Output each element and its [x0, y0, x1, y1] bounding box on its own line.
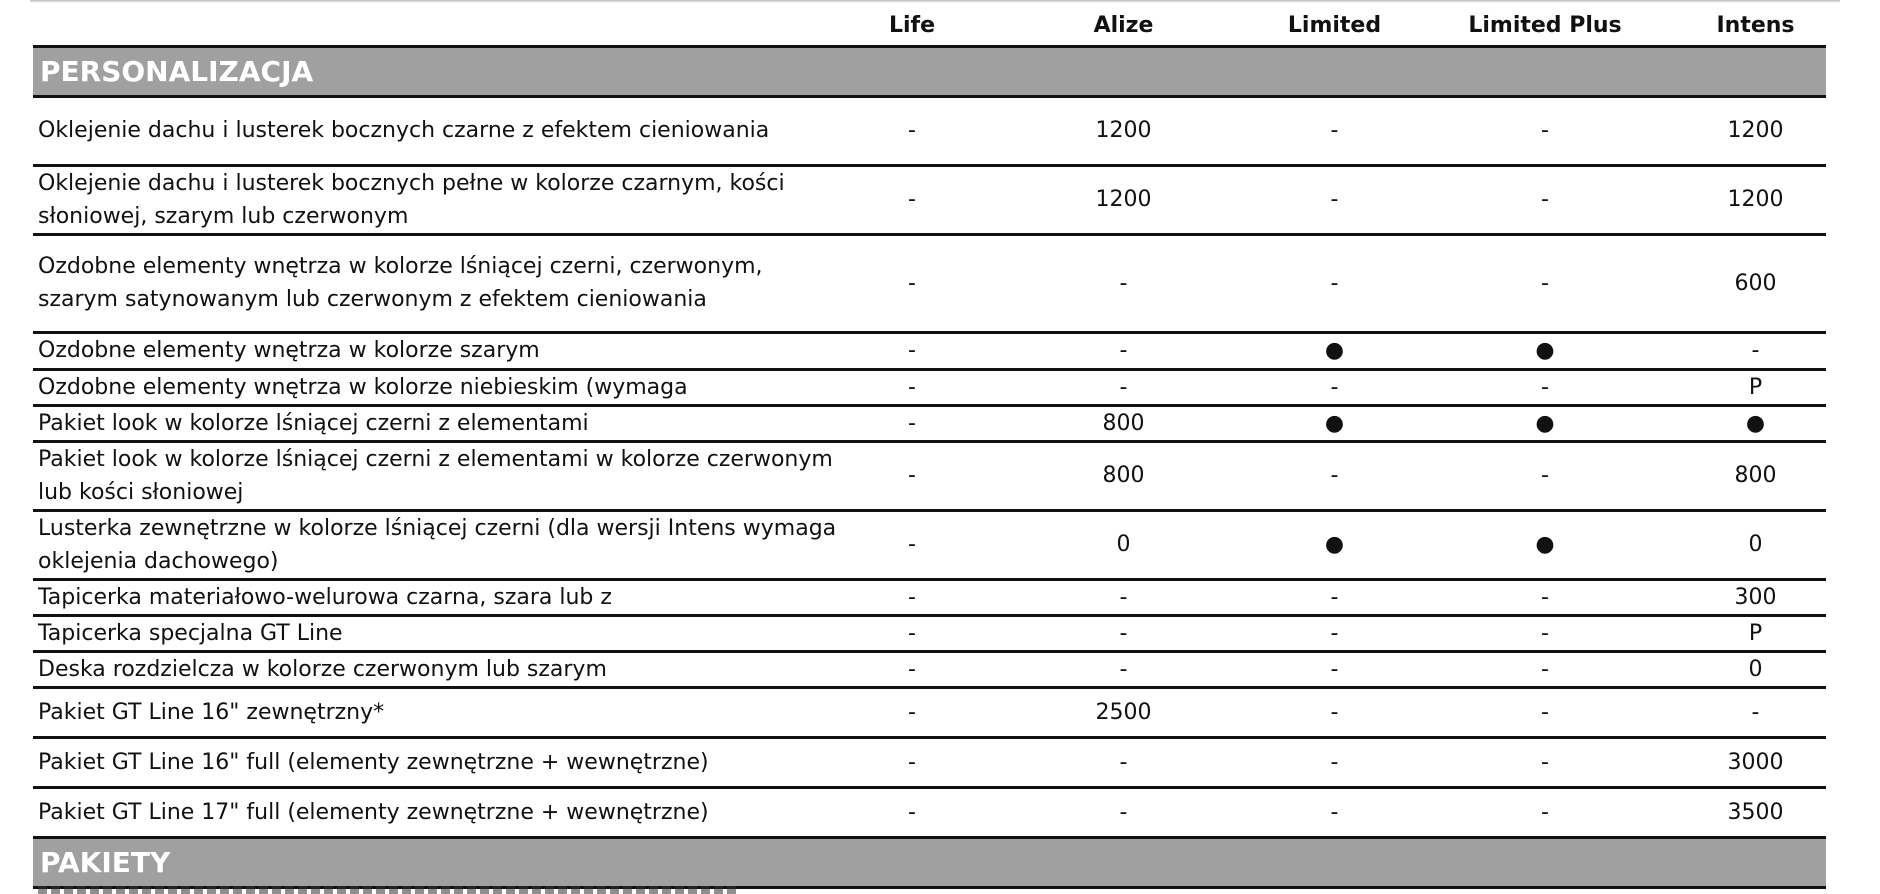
option-value-limited: - — [1264, 441, 1405, 510]
option-name: Pakiet GT Line 16" zewnętrzny* — [33, 687, 841, 737]
option-value-intens: 1200 — [1685, 98, 1826, 165]
option-value-limited-plus: - — [1405, 441, 1685, 510]
option-value-life: - — [841, 405, 983, 441]
option-value-intens: 600 — [1685, 234, 1826, 332]
option-value-limited: ● — [1264, 332, 1405, 369]
option-value-life: - — [841, 737, 983, 787]
option-value-intens: - — [1685, 687, 1826, 737]
table-row — [33, 737, 1826, 787]
option-name: Ozdobne elementy wnętrza w kolorze szarym — [33, 332, 841, 369]
option-value-alize: - — [983, 737, 1264, 787]
column-header-limited-plus: Limited Plus — [1468, 12, 1622, 38]
option-value-alize: 1200 — [983, 98, 1264, 165]
option-value-life: - — [841, 687, 983, 737]
column-header-row — [33, 5, 1826, 48]
option-value-life: - — [841, 234, 983, 332]
option-value-life: - — [841, 369, 983, 405]
option-value-limited-plus: - — [1405, 369, 1685, 405]
option-value-alize: - — [983, 787, 1264, 837]
option-value-alize: - — [983, 332, 1264, 369]
option-value-limited-plus: - — [1405, 615, 1685, 651]
price-sheet — [33, 5, 1826, 889]
option-value-limited-plus: - — [1405, 579, 1685, 615]
option-name: Pakiet look w kolorze lśniącej czerni z elementami w kolorze czerwonym lub kości słoniowej — [33, 441, 841, 510]
table-row — [33, 405, 1826, 441]
option-name: Pakiet GT Line 17" full (elementy zewnętrzne + wewnętrzne) — [33, 787, 841, 837]
table-row — [33, 687, 1826, 737]
option-value-life: - — [841, 510, 983, 579]
option-name: Oklejenie dachu i lusterek bocznych pełne w kolorze czarnym, kości słoniowej, szarym lub czerwonym — [33, 165, 841, 234]
option-name: Ozdobne elementy wnętrza w kolorze lśniącej czerni, czerwonym, szarym satynowanym lub czerwonym z efektem cieniowania — [33, 234, 841, 332]
option-value-intens: 1200 — [1685, 165, 1826, 234]
option-name: Oklejenie dachu i lusterek bocznych czarne z efektem cieniowania — [33, 98, 841, 165]
option-value-limited-plus: - — [1405, 651, 1685, 687]
option-value-alize: 1200 — [983, 165, 1264, 234]
option-value-limited: - — [1264, 579, 1405, 615]
option-value-limited: ● — [1264, 510, 1405, 579]
table-row — [33, 369, 1826, 405]
option-value-limited-plus: - — [1405, 165, 1685, 234]
table-row — [33, 510, 1826, 579]
table-row — [33, 98, 1826, 165]
option-value-limited: - — [1264, 165, 1405, 234]
table-row — [33, 234, 1826, 332]
option-value-intens: 800 — [1685, 441, 1826, 510]
option-value-alize: - — [983, 579, 1264, 615]
option-value-life: - — [841, 441, 983, 510]
option-name: Ozdobne elementy wnętrza w kolorze niebieskim (wymaga — [33, 369, 841, 405]
option-value-life: - — [841, 787, 983, 837]
option-value-alize: - — [983, 369, 1264, 405]
options-table — [33, 98, 1826, 839]
cut-off-text-line — [38, 886, 738, 894]
top-shadow — [30, 0, 1840, 3]
option-value-limited-plus: - — [1405, 787, 1685, 837]
option-value-life: - — [841, 651, 983, 687]
option-name: Tapicerka materiałowo-welurowa czarna, szara lub z — [33, 579, 841, 615]
option-value-intens: P — [1685, 369, 1826, 405]
option-value-alize: 2500 — [983, 687, 1264, 737]
option-value-limited: - — [1264, 369, 1405, 405]
table-row — [33, 579, 1826, 615]
option-value-limited: - — [1264, 98, 1405, 165]
option-value-limited: - — [1264, 787, 1405, 837]
option-value-limited: ● — [1264, 405, 1405, 441]
table-row — [33, 787, 1826, 837]
option-value-limited-plus: ● — [1405, 405, 1685, 441]
option-value-limited-plus: ● — [1405, 332, 1685, 369]
option-value-alize: 800 — [983, 405, 1264, 441]
option-value-life: - — [841, 579, 983, 615]
option-name: Deska rozdzielcza w kolorze czerwonym lub szarym — [33, 651, 841, 687]
option-value-intens: P — [1685, 615, 1826, 651]
option-value-limited-plus: ● — [1405, 510, 1685, 579]
table-row — [33, 332, 1826, 369]
option-name: Tapicerka specjalna GT Line — [33, 615, 841, 651]
option-value-alize: - — [983, 234, 1264, 332]
table-row — [33, 615, 1826, 651]
option-value-alize: 800 — [983, 441, 1264, 510]
option-value-limited-plus: - — [1405, 737, 1685, 787]
option-value-intens: 0 — [1685, 651, 1826, 687]
option-value-intens: 0 — [1685, 510, 1826, 579]
option-value-intens: 3000 — [1685, 737, 1826, 787]
column-header-limited: Limited — [1287, 12, 1382, 38]
option-value-intens: 3500 — [1685, 787, 1826, 837]
option-value-life: - — [841, 332, 983, 369]
table-row — [33, 441, 1826, 510]
table-row — [33, 165, 1826, 234]
option-value-limited-plus: - — [1405, 687, 1685, 737]
option-name: Pakiet GT Line 16" full (elementy zewnętrzne + wewnętrzne) — [33, 737, 841, 787]
option-value-life: - — [841, 98, 983, 165]
option-value-life: - — [841, 165, 983, 234]
column-header-life: Life — [888, 12, 936, 38]
option-value-alize: 0 — [983, 510, 1264, 579]
option-value-life: - — [841, 615, 983, 651]
option-value-limited-plus: - — [1405, 234, 1685, 332]
option-value-limited: - — [1264, 234, 1405, 332]
option-value-limited-plus: - — [1405, 98, 1685, 165]
option-value-intens: 300 — [1685, 579, 1826, 615]
section-header-personalizacja: PERSONALIZACJA — [33, 48, 1826, 98]
column-header-alize: Alize — [1093, 12, 1154, 38]
column-header-intens: Intens — [1716, 12, 1795, 38]
option-name: Pakiet look w kolorze lśniącej czerni z elementami — [33, 405, 841, 441]
option-value-limited: - — [1264, 651, 1405, 687]
option-value-limited: - — [1264, 687, 1405, 737]
option-name: Lusterka zewnętrzne w kolorze lśniącej czerni (dla wersji Intens wymaga oklejenia dachowego) — [33, 510, 841, 579]
option-value-intens: - — [1685, 332, 1826, 369]
option-value-alize: - — [983, 615, 1264, 651]
table-row — [33, 651, 1826, 687]
option-value-limited: - — [1264, 615, 1405, 651]
option-value-limited: - — [1264, 737, 1405, 787]
option-value-intens: ● — [1685, 405, 1826, 441]
option-value-alize: - — [983, 651, 1264, 687]
section-header-pakiety: PAKIETY — [33, 839, 1826, 889]
